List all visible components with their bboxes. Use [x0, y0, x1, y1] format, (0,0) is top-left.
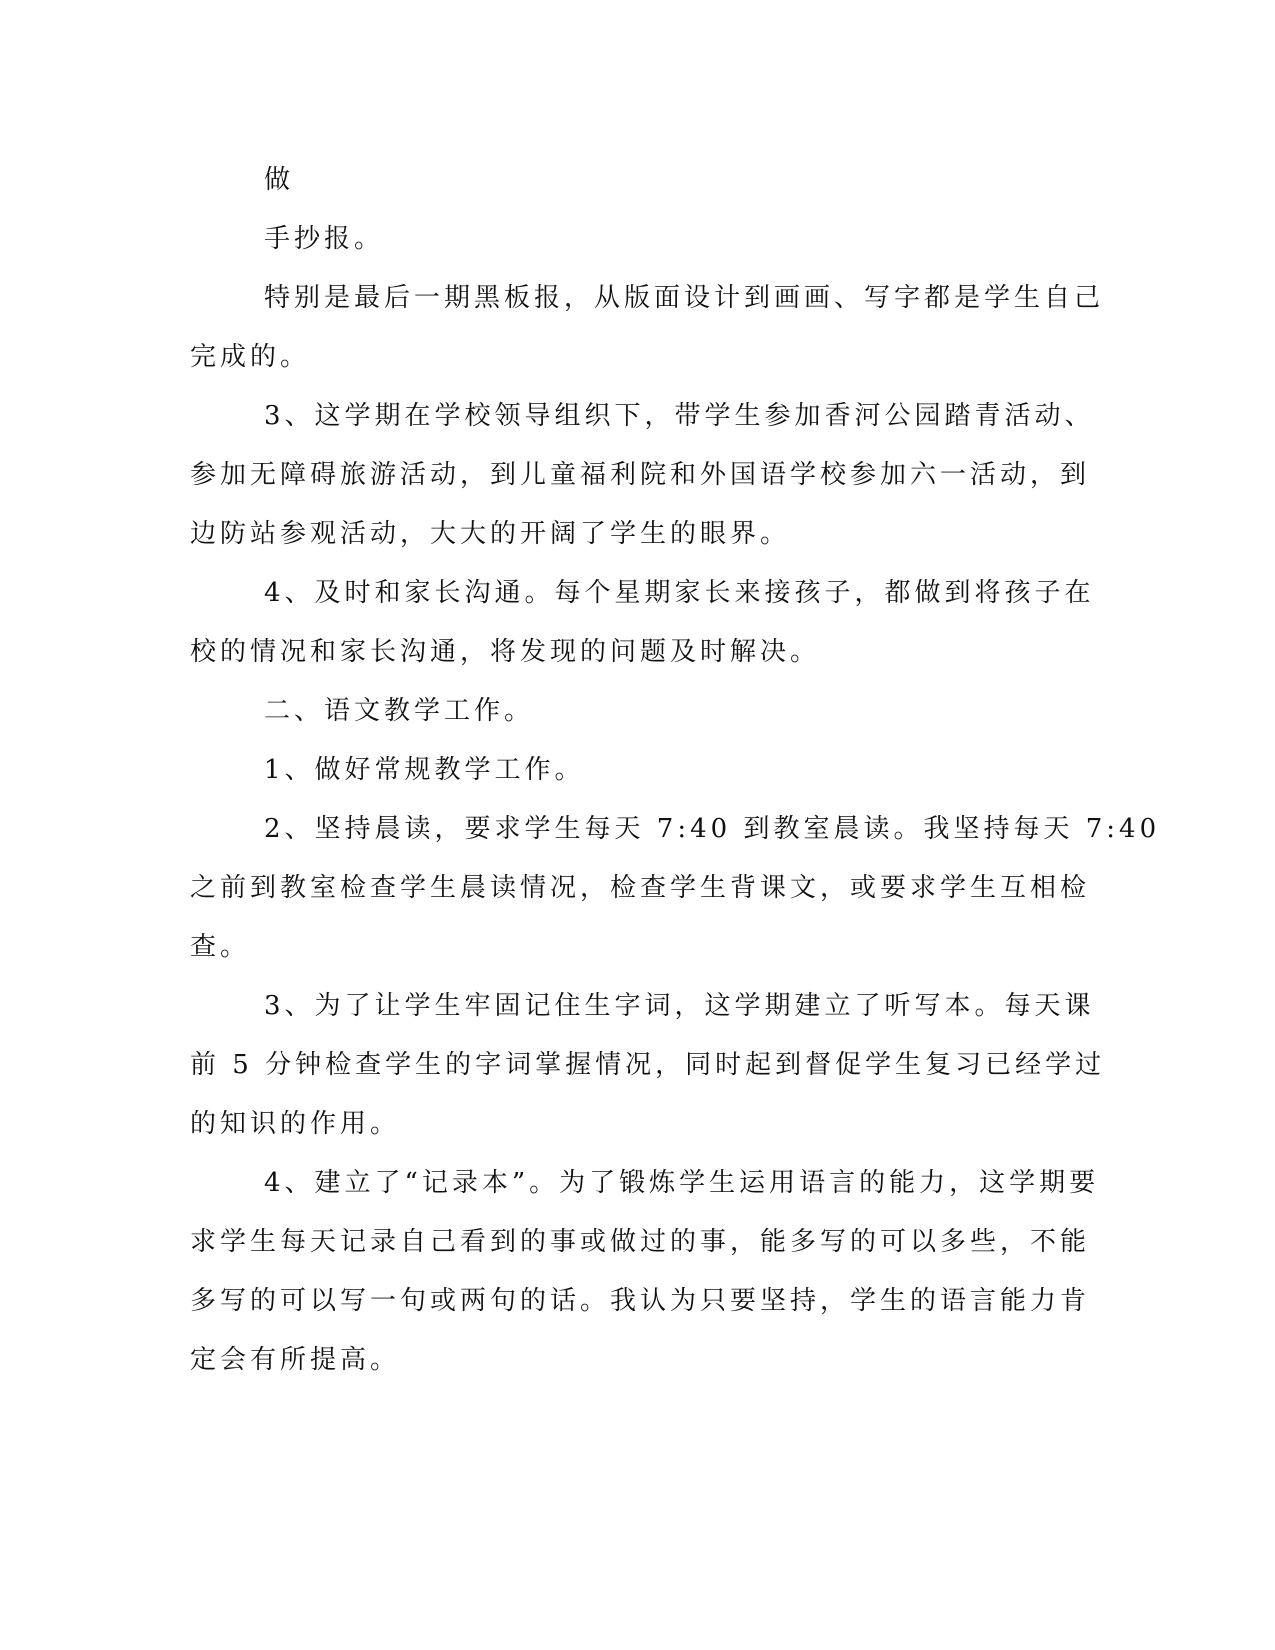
- text-line: 参加无障碍旅游活动，到儿童福利院和外国语学校参加六一活动，到: [190, 460, 1091, 490]
- text-line: 的知识的作用。: [190, 1109, 401, 1139]
- text-line: 定会有所提高。: [190, 1345, 401, 1375]
- text-line: 求学生每天记录自己看到的事或做过的事，能多写的可以多些，不能: [190, 1227, 1091, 1257]
- text-line: 二、语文教学工作。: [264, 696, 535, 726]
- text-line: 3、这学期在学校领导组织下，带学生参加香河公园踏青活动、: [264, 401, 1095, 431]
- text-line: 做: [264, 165, 295, 195]
- text-line: 之前到教室检查学生晨读情况，检查学生背课文，或要求学生互相检: [190, 873, 1091, 903]
- text-line: 手抄报。: [264, 224, 385, 254]
- text-line: 4、建立了“记录本”。为了锻炼学生运用语言的能力，这学期要: [264, 1168, 1100, 1198]
- text-line: 2、坚持晨读，要求学生每天 7:40 到教室晨读。我坚持每天 7:40: [264, 814, 1161, 844]
- text-line: 多写的可以写一句或两句的话。我认为只要坚持，学生的语言能力肯: [190, 1286, 1091, 1316]
- text-line: 完成的。: [190, 342, 311, 372]
- text-line: 前 5 分钟检查学生的字词掌握情况，同时起到督促学生复习已经学过: [190, 1050, 1106, 1080]
- text-line: 查。: [190, 932, 251, 962]
- text-line: 校的情况和家长沟通，将发现的问题及时解决。: [190, 637, 821, 667]
- text-line: 1、做好常规教学工作。: [264, 755, 585, 785]
- text-line: 边防站参观活动，大大的开阔了学生的眼界。: [190, 519, 791, 549]
- text-line: 3、为了让学生牢固记住生字词，这学期建立了听写本。每天课: [264, 991, 1095, 1021]
- text-line: 4、及时和家长沟通。每个星期家长来接孩子，都做到将孩子在: [264, 578, 1095, 608]
- text-line: 特别是最后一期黑板报，从版面设计到画画、写字都是学生自己: [264, 283, 1105, 313]
